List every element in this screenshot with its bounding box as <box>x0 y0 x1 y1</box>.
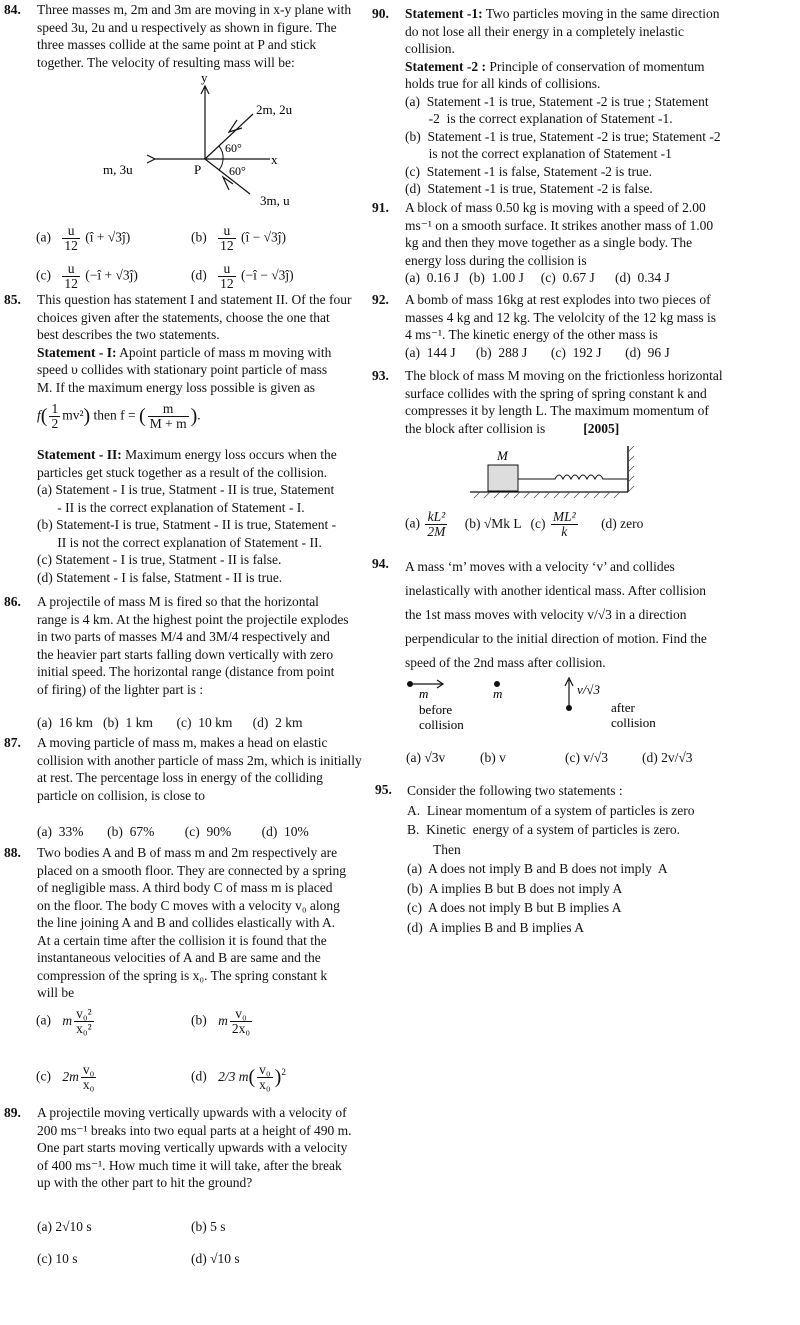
coefficient: m <box>218 1012 228 1028</box>
text-line: Consider the following two statements : <box>407 783 623 798</box>
text-line: A projectile moving vertically upwards with a velocity of <box>37 1105 347 1120</box>
options-row[interactable]: (a) 144 J (b) 288 J (c) 192 J (d) 96 J <box>405 344 670 360</box>
numerator: v₀ <box>259 1062 271 1077</box>
numerator: u <box>62 262 80 277</box>
year-tag: [2005] <box>583 420 620 436</box>
option-d: (d) zero <box>601 515 644 531</box>
text-line: collision. <box>405 41 455 56</box>
after-collision-label: collision <box>611 715 656 730</box>
text-line: compresses it by length L. The maximum momentum of <box>405 403 709 418</box>
question-text <box>405 5 735 198</box>
formula-f: f <box>37 407 41 423</box>
text-line <box>405 5 735 23</box>
statement-2-heading: Statement -2 : <box>405 58 486 74</box>
fraction <box>81 1063 96 1092</box>
before-after-figure <box>405 676 705 736</box>
axis-x-label: x <box>271 152 278 167</box>
fraction <box>218 224 236 253</box>
question-text <box>407 781 767 937</box>
question-number: 95. <box>375 782 392 797</box>
question-text <box>37 291 365 586</box>
fraction <box>425 510 447 539</box>
option-b[interactable]: (b) Statement-I is true, Statment - II is true, Statement - <box>37 517 337 532</box>
question-number: 88. <box>4 845 21 860</box>
option-a[interactable]: (a) Statement -1 is true, Statement -2 is true ; Statement <box>405 93 709 109</box>
angle-60-lower: 60° <box>229 164 246 178</box>
fraction <box>62 262 80 291</box>
text-line: A moving particle of mass m, makes a head on elastic <box>37 735 328 750</box>
text-line: The block of mass M moving on the frictionless horizontal <box>405 368 723 383</box>
vector-expression: (î + √3ĵ) <box>85 229 131 245</box>
text-span: Apoint particle of mass m moving with <box>119 344 332 360</box>
question-number: 89. <box>4 1105 21 1120</box>
option-b[interactable]: (b) Statement -1 is true, Statement -2 is true; Statement -2 <box>405 128 721 144</box>
text-line: energy loss during the collision is <box>405 252 587 268</box>
option-b[interactable] <box>191 1007 254 1036</box>
question-number: 86. <box>4 594 21 609</box>
text-line: instantaneous velocities of A and B are same and the <box>37 950 321 965</box>
text-line: on the floor. The body C moves with a velocity v₀ along <box>37 897 340 913</box>
denominator: x₀² <box>76 1021 92 1036</box>
formula-then: then f = <box>93 407 136 423</box>
formula-mv: mv² <box>62 407 84 423</box>
option-label: (c) <box>36 267 51 283</box>
option-c[interactable]: (c) 10 s <box>37 1251 78 1266</box>
mass-3u-label: m, 3u <box>103 162 133 177</box>
text-line: together. The velocity of resulting mass will be: <box>37 54 295 70</box>
velocity-label: v/√3 <box>577 682 601 697</box>
denominator: x₀ <box>82 1077 95 1092</box>
text-span: Two particles moving in the same direction <box>485 6 720 21</box>
option-b: (b) √Mk L <box>464 515 522 531</box>
option-label: (a) <box>36 229 51 245</box>
text-line: speed υ collides with stationary point particle of mass <box>37 362 328 377</box>
option-c[interactable] <box>36 1063 98 1092</box>
denominator: 12 <box>64 276 78 291</box>
text-line: At a certain time after the collision it is found that the <box>37 932 327 948</box>
question-number: 87. <box>4 735 21 750</box>
option-c[interactable]: (c) A does not imply B but B implies A <box>407 900 622 915</box>
question-text <box>405 291 735 361</box>
question-text <box>37 1 365 71</box>
denominator: 2x₀ <box>231 1021 251 1036</box>
option-d[interactable]: (d) Statement -1 is true, Statement -2 is false. <box>405 181 653 196</box>
text-line <box>405 58 735 76</box>
text-line: A mass ‘m’ moves with a velocity ‘v’ and collides <box>405 559 675 574</box>
denominator: M + m <box>149 416 187 431</box>
left-column <box>0 0 370 1325</box>
text-line: A bomb of mass 16kg at rest explodes into two pieces of <box>405 292 711 307</box>
after-label: after <box>611 700 635 715</box>
option-a[interactable]: (a) Statement - I is true, Statment - II is true, Statement <box>37 482 335 497</box>
question-text <box>37 844 365 1002</box>
text-line: particles get stuck together as a result of the collision. <box>37 464 328 480</box>
option-b[interactable]: (b) 5 s <box>191 1219 226 1234</box>
angle-60-upper: 60° <box>225 141 242 155</box>
text-line: best describes the two statements. <box>37 327 220 342</box>
numerator: m <box>148 402 189 417</box>
before-label: before <box>419 702 453 717</box>
text-line: kg and then they move together as a single body. The <box>405 235 693 250</box>
question-text <box>405 555 735 675</box>
text-line: the 1st mass moves with velocity v/√3 in a direction <box>405 607 687 622</box>
option-label: (c) <box>36 1068 51 1084</box>
option-d[interactable] <box>191 1063 286 1092</box>
statement-1-heading: Statement - I: <box>37 344 117 360</box>
text-line: do not lose all their energy in a completely inelastic <box>405 23 685 39</box>
paren: ( <box>248 1065 256 1088</box>
paren: ) <box>83 404 91 427</box>
numerator: u <box>62 224 80 239</box>
denominator: 2 <box>51 416 59 431</box>
text-line: 4 ms⁻¹. The kinetic energy of the other mass is <box>405 327 658 342</box>
question-text <box>37 593 365 698</box>
question-number: 94. <box>372 556 389 571</box>
text-line: choices given after the statements, choose the one that <box>37 309 330 325</box>
option-label: (b) <box>191 229 207 245</box>
text-line: Three masses m, 2m and 3m are moving in x-y plane with <box>37 2 352 17</box>
option-a[interactable]: (a) √3v <box>406 750 446 765</box>
denominator: x₀ <box>259 1077 271 1092</box>
text-line: Two bodies A and B of mass m and 2m respectively are <box>37 845 338 860</box>
text-span: Principle of conservation of momentum <box>489 58 705 74</box>
option-c[interactable]: (c) v/√3 <box>565 750 609 765</box>
denominator: 2M <box>427 524 446 539</box>
option-b[interactable]: (b) v <box>480 750 506 765</box>
fraction <box>257 1063 272 1092</box>
text-line: A projectile of mass M is fired so that the horizontal <box>37 594 319 609</box>
text-line: of negligible mass. A third body C of mass m is placed <box>37 880 333 895</box>
numerator: kL² <box>425 510 447 525</box>
text-line: 200 ms⁻¹ breaks into two equal parts at a height of 490 m. <box>37 1122 352 1138</box>
question-number: 90. <box>372 6 389 21</box>
statement-1-heading: Statement -1: <box>405 6 483 21</box>
option-c[interactable]: (c) Statement - I is true, Statment - II is false. <box>37 552 282 567</box>
right-column <box>370 0 800 1325</box>
denominator: 12 <box>220 276 234 291</box>
numerator: ML² <box>552 509 576 524</box>
question-number: 92. <box>372 292 389 307</box>
mass-u-label: 3m, u <box>260 193 290 208</box>
text-line: perpendicular to the initial direction of motion. Find the <box>405 631 707 646</box>
option-b[interactable] <box>191 224 286 253</box>
exponent: 2 <box>281 1067 286 1078</box>
coefficient: 2m <box>62 1068 79 1084</box>
text-line: in two parts of masses M/4 and 3M/4 respectively and <box>37 629 330 644</box>
text-line: collision with another particle of mass 2m, which is initially <box>37 752 362 768</box>
text-line: three masses collide at the same point at P and stick <box>37 37 317 52</box>
numerator: u <box>218 224 236 239</box>
text-line <box>405 420 735 438</box>
text-line: will be <box>37 985 75 1000</box>
text-line: up with the other part to hit the ground? <box>37 1175 253 1190</box>
option-d[interactable]: (d) 2v/√3 <box>642 750 693 765</box>
option-label: (d) <box>191 1068 207 1084</box>
text-line: range is 4 km. At the highest point the projectile explodes <box>37 611 349 627</box>
numerator: v₀ <box>230 1007 252 1022</box>
text-line: of 400 ms⁻¹. How much time it will take, after the break <box>37 1157 342 1173</box>
paren: ( <box>139 404 146 427</box>
fraction <box>218 262 236 291</box>
text-line: This question has statement I and statement II. Of the four <box>37 292 352 307</box>
text-line: One part starts moving vertically upwards with a velocity <box>37 1140 348 1155</box>
option-d[interactable]: (d) A implies B and B implies A <box>407 919 585 935</box>
vector-expression: (î − √3ĵ) <box>241 229 287 245</box>
text-line: inelastically with another identical mass. After collision <box>405 583 707 598</box>
text-line: the line joining A and B and collides elastically with A. <box>37 915 336 930</box>
fraction <box>148 402 189 431</box>
then-text: Then <box>433 841 461 857</box>
option-c[interactable] <box>36 262 138 291</box>
numerator: v₀ <box>82 1062 95 1077</box>
paren: ) <box>274 1065 282 1088</box>
text-line <box>37 344 365 362</box>
numerator: u <box>218 262 236 277</box>
option-b-cont: II is not the correct explanation of Statement - II. <box>37 534 322 550</box>
text-line: speed of the 2nd mass after collision. <box>405 655 606 670</box>
option-label: (a) <box>36 1012 51 1028</box>
collision-figure <box>95 72 295 212</box>
text-line: M. If the maximum energy loss possible is given as <box>37 379 315 395</box>
coefficient: 2/3 m <box>218 1068 249 1084</box>
text-line: initial speed. The horizontal range (distance from point <box>37 664 335 679</box>
option-c-label: (c) <box>530 515 546 531</box>
options-row[interactable]: (a) 16 km (b) 1 km (c) 10 km (d) 2 km <box>37 715 303 730</box>
fraction <box>230 1007 252 1036</box>
question-number: 84. <box>4 2 21 17</box>
question-number: 93. <box>372 368 389 383</box>
denominator: 12 <box>64 238 78 253</box>
denominator: k <box>561 524 568 539</box>
option-d[interactable] <box>191 262 294 291</box>
energy-formula: f( $\frac{1}{2}$ mv²) then f = ( $\frac{m}{M + m}$ ). <box>37 401 201 431</box>
text-line: the heavier part starts falling down vertically with zero <box>37 646 334 662</box>
option-b-cont: is not the correct explanation of Statement -1 <box>405 146 672 161</box>
option-c[interactable]: (c) Statement -1 is false, Statement -2 is true. <box>405 163 653 179</box>
statement-2-heading: Statement - II: <box>37 447 122 462</box>
question-number: 91. <box>372 200 389 215</box>
block-spring-figure <box>470 446 640 506</box>
option-d[interactable]: (d) √10 s <box>191 1251 240 1266</box>
text-line: particle on collision, is close to <box>37 787 205 803</box>
block-mass-label: M <box>497 448 508 463</box>
option-label: (b) <box>191 1012 207 1028</box>
option-a-cont: -2 is the correct explanation of Statement -1. <box>405 111 673 126</box>
mass-2u-label: 2m, 2u <box>256 102 293 117</box>
options-row[interactable] <box>405 510 643 539</box>
text-line: of firing) of the lighter part is : <box>37 681 204 697</box>
numerator: 1 <box>51 401 59 416</box>
option-a[interactable] <box>36 1007 96 1036</box>
fraction <box>49 402 60 431</box>
before-collision-label: collision <box>419 717 464 732</box>
option-a[interactable]: (a) A does not imply B and B does not imply A <box>407 861 668 876</box>
vector-expression: (−î + √3ĵ) <box>85 267 138 283</box>
option-a[interactable] <box>36 224 130 253</box>
text-line: at rest. The percentage loss in energy of the colliding <box>37 770 323 785</box>
option-a-cont: - II is the correct explanation of Statement - I. <box>37 499 305 515</box>
text-line: ms⁻¹ on a smooth surface. It strikes another mass of 1.00 <box>405 217 714 233</box>
statement-a: A. Linear momentum of a system of particles is zero <box>407 802 695 818</box>
option-d[interactable]: (d) Statement - I is false, Statment - II is true. <box>37 569 283 585</box>
coefficient: m <box>62 1012 73 1028</box>
options-row[interactable]: (a) 33% (b) 67% (c) 90% (d) 10% <box>37 824 309 839</box>
denominator: 12 <box>220 238 234 253</box>
text-line <box>37 446 365 464</box>
statement-b: B. Kinetic energy of a system of particles is zero. <box>407 822 681 837</box>
axis-y-label: y <box>201 72 208 85</box>
option-a[interactable]: (a) 2√10 s <box>37 1219 92 1234</box>
fraction <box>551 510 578 539</box>
fraction <box>74 1007 94 1036</box>
question-text <box>37 734 365 804</box>
option-a-label: (a) <box>405 515 420 531</box>
text-line: placed on a smooth floor. They are connected by a spring <box>37 862 347 878</box>
text-line: A block of mass 0.50 kg is moving with a speed of 2.00 <box>405 200 706 215</box>
text-line: surface collides with the spring of spring constant k and <box>405 385 707 401</box>
paren: ) <box>190 404 198 427</box>
text-span: Maximum energy loss occurs when the <box>125 447 337 462</box>
question-text <box>405 199 735 287</box>
vector-expression: (−î − √3ĵ) <box>241 267 294 283</box>
question-number: 85. <box>4 292 21 307</box>
text-line: speed 3u, 2u and u respectively as shown in figure. The <box>37 19 337 35</box>
mass-m-rest-label: m <box>493 686 503 701</box>
fraction <box>62 224 80 253</box>
text-line: compression of the spring is x₀. The spring constant k <box>37 967 328 983</box>
text-line: masses 4 kg and 12 kg. The velolcity of the 12 kg mass is <box>405 309 716 325</box>
text-span: the block after collision is <box>405 420 546 436</box>
mass-m-moving-label: m <box>419 686 429 701</box>
question-text <box>405 367 735 437</box>
question-text <box>37 1104 365 1192</box>
options-row[interactable]: (a) 0.16 J (b) 1.00 J (c) 0.67 J (d) 0.34 J <box>405 270 670 285</box>
option-label: (d) <box>191 267 207 283</box>
point-p-label: P <box>194 162 202 177</box>
option-b[interactable]: (b) A implies B but B does not imply A <box>407 880 623 896</box>
numerator: v₀² <box>76 1006 92 1021</box>
paren: ( <box>40 404 48 427</box>
text-line: holds true for all kinds of collisions. <box>405 76 601 91</box>
